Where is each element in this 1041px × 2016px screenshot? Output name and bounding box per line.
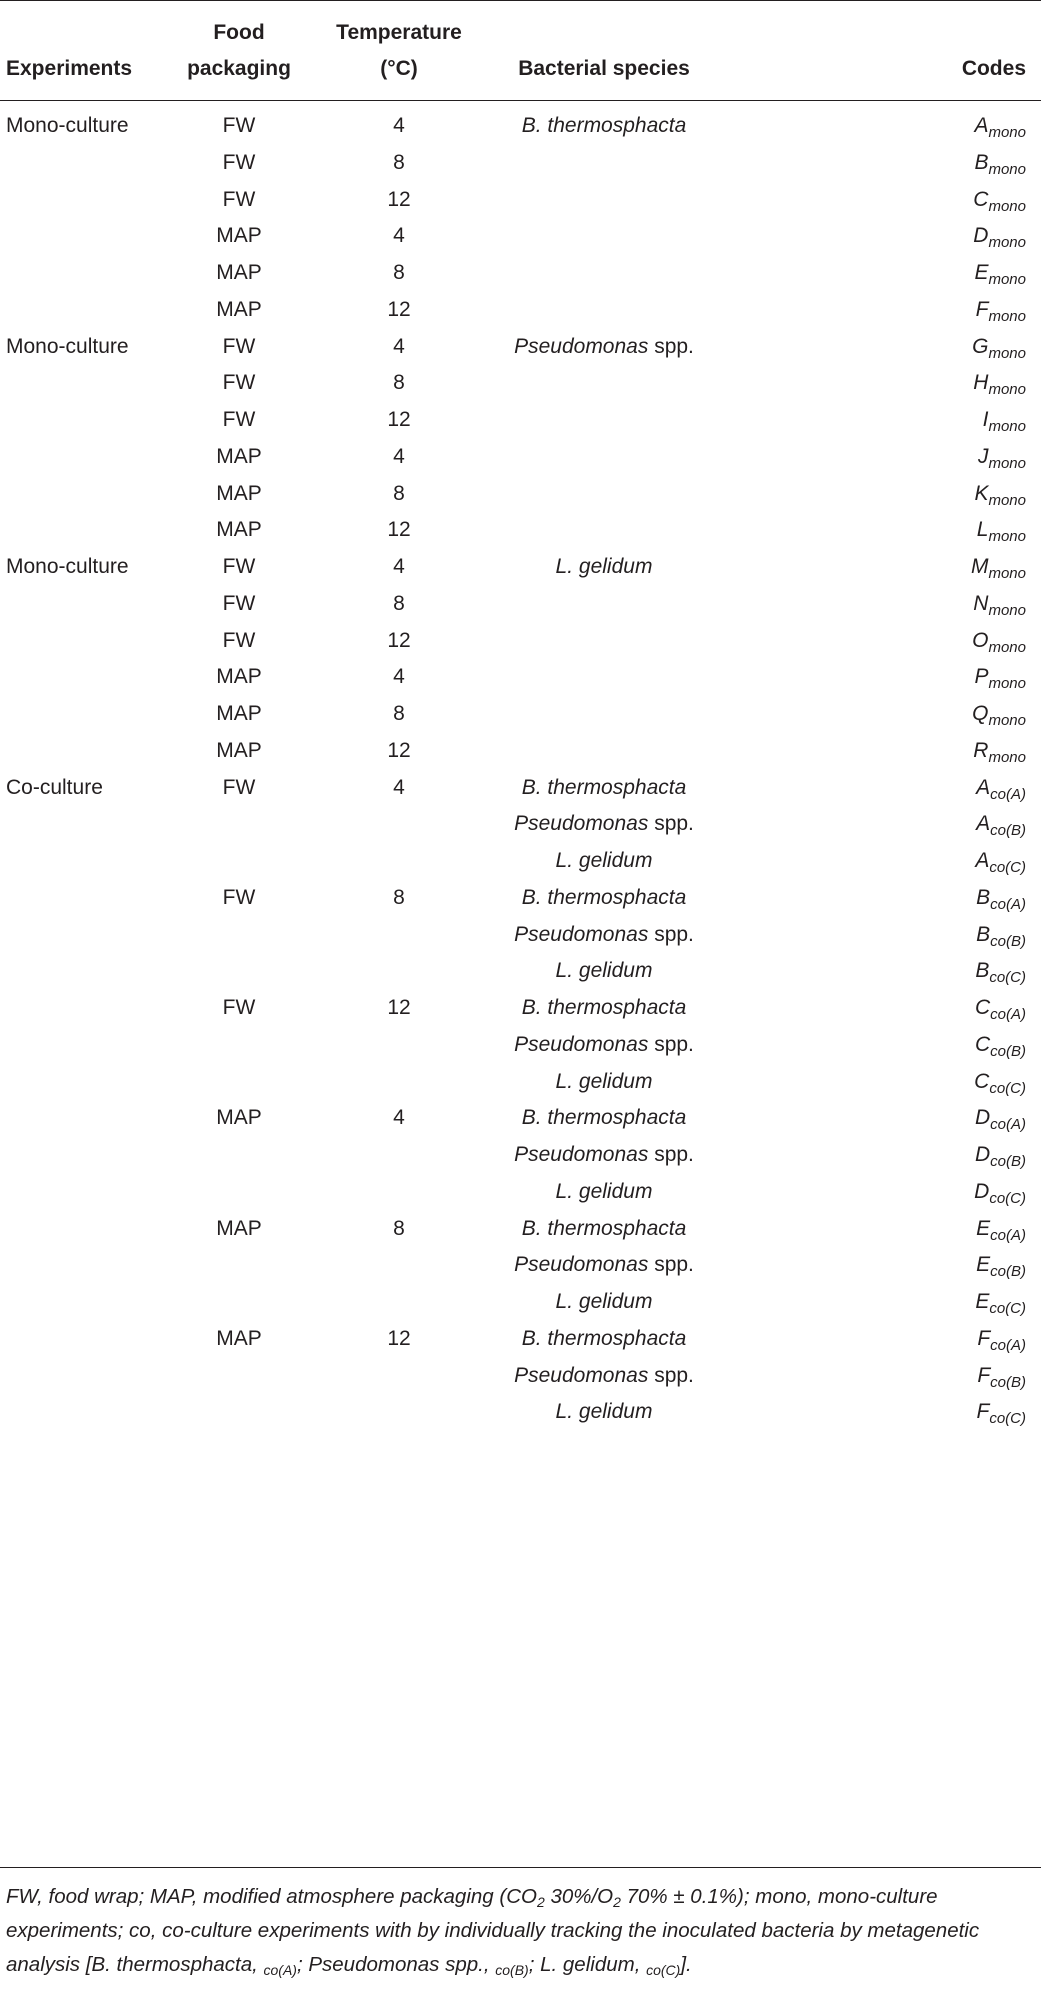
packaging-text: MAP — [216, 482, 262, 505]
temperature-text: 12 — [387, 298, 411, 321]
species-italic: L. gelidum — [555, 1400, 653, 1423]
bottom-rule — [0, 1867, 1041, 1868]
cell-temperature — [326, 333, 472, 361]
cell-packaging — [168, 222, 310, 250]
code-subscript: mono — [988, 161, 1026, 178]
cell-code — [720, 369, 1038, 397]
cell-temperature — [326, 994, 472, 1022]
cell-temperature — [326, 296, 472, 324]
cell-temperature — [326, 112, 472, 140]
cell-packaging — [168, 590, 310, 618]
footnote-text-2: 30%/O — [544, 1885, 614, 1908]
cell-temperature — [326, 186, 472, 214]
temperature-text: 8 — [393, 1217, 405, 1240]
code-letter: Q — [972, 702, 989, 725]
code-subscript: co(B) — [990, 1263, 1026, 1280]
cell-code — [720, 663, 1038, 691]
cell-packaging — [168, 553, 310, 581]
species-italic: B. thermosphacta — [521, 776, 687, 799]
experiment-text: Mono-culture — [6, 555, 129, 578]
cell-packaging — [168, 884, 310, 912]
code-letter: K — [974, 482, 989, 505]
cell-code — [720, 1325, 1038, 1353]
species-italic: Pseudomonas — [514, 1253, 649, 1276]
footnote-sub-5: co(C) — [646, 1962, 681, 1978]
code-letter: B — [976, 923, 991, 946]
cell-species — [482, 553, 726, 581]
cell-species — [482, 774, 726, 802]
packaging-text: FW — [222, 188, 256, 211]
species-suffix: spp. — [648, 1033, 694, 1056]
cell-temperature — [326, 406, 472, 434]
code-subscript: mono — [988, 528, 1026, 545]
code-subscript: co(C) — [989, 969, 1026, 986]
code-subscript: mono — [988, 565, 1026, 582]
species-italic: B. thermosphacta — [521, 1327, 687, 1350]
cell-temperature — [326, 149, 472, 177]
cell-code — [720, 1398, 1038, 1426]
species-italic: B. thermosphacta — [521, 114, 687, 137]
temperature-text: 8 — [393, 702, 405, 725]
cell-packaging — [168, 774, 310, 802]
code-subscript: co(A) — [990, 1227, 1026, 1244]
code-letter: E — [975, 1290, 990, 1313]
top-rule — [0, 0, 1041, 1]
cell-species — [482, 810, 726, 838]
code-letter: E — [974, 261, 989, 284]
cell-code — [720, 112, 1038, 140]
code-letter: F — [975, 298, 989, 321]
footnote-sub-1: 2 — [536, 1894, 545, 1910]
code-letter: B — [975, 959, 990, 982]
cell-packaging — [168, 406, 310, 434]
cell-species — [482, 847, 726, 875]
code-subscript: co(C) — [989, 859, 1026, 876]
cell-packaging — [168, 1104, 310, 1132]
code-subscript: mono — [988, 492, 1026, 509]
packaging-text: FW — [222, 114, 256, 137]
temperature-text: 12 — [387, 408, 411, 431]
packaging-text: FW — [222, 996, 256, 1019]
packaging-text: FW — [222, 555, 256, 578]
header-temperature-line2: (°C) — [380, 57, 418, 80]
cell-packaging — [168, 333, 310, 361]
cell-code — [720, 516, 1038, 544]
cell-species — [482, 884, 726, 912]
code-letter: D — [974, 1143, 991, 1166]
cell-species — [482, 921, 726, 949]
code-subscript: co(A) — [990, 1006, 1026, 1023]
cell-packaging — [168, 112, 310, 140]
code-subscript: mono — [988, 124, 1026, 141]
code-subscript: mono — [988, 308, 1026, 325]
code-letter: M — [970, 555, 989, 578]
cell-code — [720, 186, 1038, 214]
cell-packaging — [168, 480, 310, 508]
packaging-text: FW — [222, 776, 256, 799]
species-suffix: spp. — [648, 1253, 694, 1276]
cell-temperature — [326, 627, 472, 655]
cell-code — [720, 553, 1038, 581]
cell-species — [482, 1141, 726, 1169]
cell-temperature — [326, 774, 472, 802]
code-letter: D — [973, 224, 989, 247]
cell-species — [482, 1398, 726, 1426]
cell-code — [720, 333, 1038, 361]
code-letter: F — [976, 1400, 990, 1423]
cell-species — [482, 1215, 726, 1243]
temperature-text: 4 — [393, 1106, 405, 1129]
species-italic: Pseudomonas — [514, 1143, 649, 1166]
code-letter: H — [973, 371, 989, 394]
temperature-text: 8 — [393, 261, 405, 284]
header-packaging-line2: packaging — [187, 57, 291, 80]
code-letter: A — [976, 812, 991, 835]
temperature-text: 8 — [393, 482, 405, 505]
code-subscript: co(A) — [990, 896, 1026, 913]
species-italic: B. thermosphacta — [521, 886, 687, 909]
code-letter: O — [972, 629, 989, 652]
code-subscript: co(B) — [990, 1043, 1026, 1060]
footnote-sub-4: co(B) — [495, 1962, 529, 1978]
cell-code — [720, 1288, 1038, 1316]
packaging-text: MAP — [216, 1217, 262, 1240]
code-letter: F — [977, 1327, 991, 1350]
temperature-text: 12 — [387, 629, 411, 652]
cell-temperature — [326, 553, 472, 581]
temperature-text: 12 — [387, 188, 411, 211]
code-letter: D — [974, 1106, 991, 1129]
code-subscript: mono — [988, 639, 1026, 656]
cell-species — [482, 1031, 726, 1059]
packaging-text: MAP — [216, 665, 262, 688]
code-letter: L — [976, 518, 989, 541]
species-suffix: spp. — [648, 1143, 694, 1166]
packaging-text: MAP — [216, 298, 262, 321]
cell-species — [482, 1362, 726, 1390]
cell-experiment — [6, 774, 103, 802]
code-letter: C — [974, 996, 991, 1019]
cell-packaging — [168, 443, 310, 471]
cell-species — [482, 333, 726, 361]
cell-species — [482, 1288, 726, 1316]
cell-species — [482, 957, 726, 985]
cell-code — [720, 149, 1038, 177]
code-letter: B — [976, 886, 991, 909]
code-subscript: mono — [988, 455, 1026, 472]
packaging-text: FW — [222, 371, 256, 394]
cell-code — [720, 1178, 1038, 1206]
species-italic: Pseudomonas — [514, 335, 649, 358]
cell-code — [720, 1215, 1038, 1243]
cell-code — [720, 1031, 1038, 1059]
code-subscript: co(A) — [990, 1116, 1026, 1133]
cell-code — [720, 994, 1038, 1022]
experiment-text: Mono-culture — [6, 114, 129, 137]
cell-code — [720, 957, 1038, 985]
code-letter: I — [982, 408, 989, 431]
cell-temperature — [326, 1215, 472, 1243]
cell-packaging — [168, 186, 310, 214]
cell-code — [720, 627, 1038, 655]
cell-code — [720, 480, 1038, 508]
cell-temperature — [326, 369, 472, 397]
packaging-text: FW — [222, 335, 256, 358]
packaging-text: MAP — [216, 224, 262, 247]
packaging-text: MAP — [216, 1327, 262, 1350]
species-italic: B. thermosphacta — [521, 1106, 687, 1129]
cell-packaging — [168, 516, 310, 544]
footnote-text-6: ]. — [680, 1953, 692, 1976]
code-letter: J — [977, 445, 989, 468]
cell-code — [720, 1251, 1038, 1279]
code-letter: C — [974, 1033, 991, 1056]
cell-temperature — [326, 259, 472, 287]
temperature-text: 4 — [393, 555, 405, 578]
code-letter: C — [973, 188, 989, 211]
cell-packaging — [168, 296, 310, 324]
cell-code — [720, 296, 1038, 324]
code-subscript: mono — [988, 418, 1026, 435]
species-italic: L. gelidum — [555, 1290, 653, 1313]
cell-species — [482, 1325, 726, 1353]
temperature-text: 12 — [387, 518, 411, 541]
cell-packaging — [168, 700, 310, 728]
code-letter: B — [974, 151, 989, 174]
code-letter: P — [974, 665, 989, 688]
packaging-text: FW — [222, 151, 256, 174]
code-letter: A — [975, 849, 990, 872]
code-subscript: mono — [988, 602, 1026, 619]
species-italic: Pseudomonas — [514, 812, 649, 835]
temperature-text: 8 — [393, 371, 405, 394]
code-letter: R — [973, 739, 989, 762]
cell-species — [482, 1178, 726, 1206]
code-subscript: mono — [988, 198, 1026, 215]
cell-temperature — [326, 1104, 472, 1132]
cell-code — [720, 847, 1038, 875]
cell-code — [720, 1068, 1038, 1096]
cell-code — [720, 774, 1038, 802]
code-subscript: co(B) — [990, 1374, 1026, 1391]
species-italic: L. gelidum — [555, 1070, 653, 1093]
species-italic: L. gelidum — [555, 849, 653, 872]
cell-code — [720, 810, 1038, 838]
code-letter: E — [976, 1217, 991, 1240]
cell-code — [720, 406, 1038, 434]
footnote-sub-2: 2 — [613, 1894, 621, 1910]
cell-experiment — [6, 112, 129, 140]
code-subscript: co(B) — [990, 933, 1026, 950]
cell-packaging — [168, 994, 310, 1022]
temperature-text: 4 — [393, 335, 405, 358]
code-letter: D — [974, 1180, 990, 1203]
cell-packaging — [168, 369, 310, 397]
code-subscript: mono — [988, 271, 1026, 288]
temperature-text: 8 — [393, 592, 405, 615]
temperature-text: 4 — [393, 114, 405, 137]
cell-temperature — [326, 1325, 472, 1353]
cell-temperature — [326, 884, 472, 912]
temperature-text: 8 — [393, 886, 405, 909]
temperature-text: 4 — [393, 224, 405, 247]
cell-species — [482, 1068, 726, 1096]
cell-code — [720, 590, 1038, 618]
code-subscript: co(B) — [990, 1153, 1026, 1170]
code-subscript: co(C) — [989, 1080, 1026, 1097]
packaging-text: MAP — [216, 445, 262, 468]
code-letter: C — [974, 1070, 990, 1093]
cell-temperature — [326, 443, 472, 471]
cell-packaging — [168, 149, 310, 177]
code-subscript: mono — [988, 712, 1026, 729]
code-letter: A — [974, 114, 989, 137]
temperature-text: 8 — [393, 151, 405, 174]
code-subscript: co(B) — [990, 822, 1026, 839]
packaging-text: MAP — [216, 261, 262, 284]
species-suffix: spp. — [648, 335, 694, 358]
table-footnote — [6, 1880, 1036, 1982]
species-italic: Pseudomonas — [514, 1364, 649, 1387]
cell-code — [720, 259, 1038, 287]
cell-code — [720, 737, 1038, 765]
cell-code — [720, 884, 1038, 912]
header-species: Bacterial species — [518, 57, 690, 80]
cell-species — [482, 112, 726, 140]
packaging-text: MAP — [216, 1106, 262, 1129]
code-letter: F — [977, 1364, 991, 1387]
header-experiments: Experiments — [6, 57, 133, 80]
code-subscript: mono — [988, 345, 1026, 362]
footnote-sub-3: co(A) — [263, 1962, 297, 1978]
code-subscript: mono — [988, 381, 1026, 398]
code-letter: A — [976, 776, 991, 799]
header-packaging-line1: Food — [213, 21, 265, 44]
cell-experiment — [6, 333, 129, 361]
code-subscript: mono — [988, 234, 1026, 251]
code-subscript: co(C) — [989, 1300, 1026, 1317]
cell-temperature — [326, 480, 472, 508]
packaging-text: FW — [222, 592, 256, 615]
species-italic: B. thermosphacta — [521, 996, 687, 1019]
temperature-text: 4 — [393, 445, 405, 468]
code-subscript: mono — [988, 749, 1026, 766]
species-italic: L. gelidum — [555, 959, 653, 982]
cell-packaging — [168, 1215, 310, 1243]
cell-packaging — [168, 737, 310, 765]
header-rule — [0, 100, 1041, 101]
cell-temperature — [326, 590, 472, 618]
species-italic: B. thermosphacta — [521, 1217, 687, 1240]
species-suffix: spp. — [648, 812, 694, 835]
footnote-text-4: ; Pseudomonas spp., — [296, 1953, 496, 1976]
packaging-text: FW — [222, 886, 256, 909]
cell-species — [482, 994, 726, 1022]
footnote-text-3: 70% ± 0.1%); mono, mono-culture experiments; co, co-culture experiments with by individually tracking the inoculated bacteria by metagenetic analysis [B. thermosphacta, — [6, 1885, 980, 1976]
temperature-text: 12 — [387, 996, 411, 1019]
cell-temperature — [326, 737, 472, 765]
cell-temperature — [326, 516, 472, 544]
cell-code — [720, 443, 1038, 471]
cell-species — [482, 1251, 726, 1279]
cell-code — [720, 222, 1038, 250]
temperature-text: 12 — [387, 739, 411, 762]
code-subscript: co(C) — [989, 1190, 1026, 1207]
cell-packaging — [168, 627, 310, 655]
species-suffix: spp. — [648, 923, 694, 946]
header-codes: Codes — [961, 57, 1026, 80]
temperature-text: 4 — [393, 665, 405, 688]
experiment-text: Co-culture — [6, 776, 103, 799]
footnote-text-1: FW, food wrap; MAP, modified atmosphere packaging (CO — [6, 1885, 537, 1908]
footnote-text-5: ; L. gelidum, — [528, 1953, 647, 1976]
cell-packaging — [168, 259, 310, 287]
header-temperature-line1: Temperature — [336, 21, 462, 44]
code-letter: N — [973, 592, 989, 615]
code-letter: E — [976, 1253, 991, 1276]
cell-code — [720, 1362, 1038, 1390]
code-letter: G — [972, 335, 989, 358]
code-subscript: co(C) — [989, 1410, 1026, 1427]
cell-code — [720, 700, 1038, 728]
code-subscript: co(A) — [990, 786, 1026, 803]
cell-code — [720, 1104, 1038, 1132]
cell-packaging — [168, 663, 310, 691]
packaging-text: FW — [222, 408, 256, 431]
cell-temperature — [326, 700, 472, 728]
code-subscript: mono — [988, 675, 1026, 692]
species-italic: L. gelidum — [555, 1180, 653, 1203]
cell-code — [720, 921, 1038, 949]
cell-temperature — [326, 222, 472, 250]
cell-species — [482, 1104, 726, 1132]
species-italic: Pseudomonas — [514, 923, 649, 946]
cell-experiment — [6, 553, 129, 581]
packaging-text: MAP — [216, 518, 262, 541]
experiment-text: Mono-culture — [6, 335, 129, 358]
packaging-text: MAP — [216, 739, 262, 762]
temperature-text: 12 — [387, 1327, 411, 1350]
species-suffix: spp. — [648, 1364, 694, 1387]
packaging-text: FW — [222, 629, 256, 652]
code-subscript: co(A) — [990, 1337, 1026, 1354]
cell-packaging — [168, 1325, 310, 1353]
cell-temperature — [326, 663, 472, 691]
cell-code — [720, 1141, 1038, 1169]
temperature-text: 4 — [393, 776, 405, 799]
packaging-text: MAP — [216, 702, 262, 725]
species-italic: L. gelidum — [555, 555, 653, 578]
species-italic: Pseudomonas — [514, 1033, 649, 1056]
